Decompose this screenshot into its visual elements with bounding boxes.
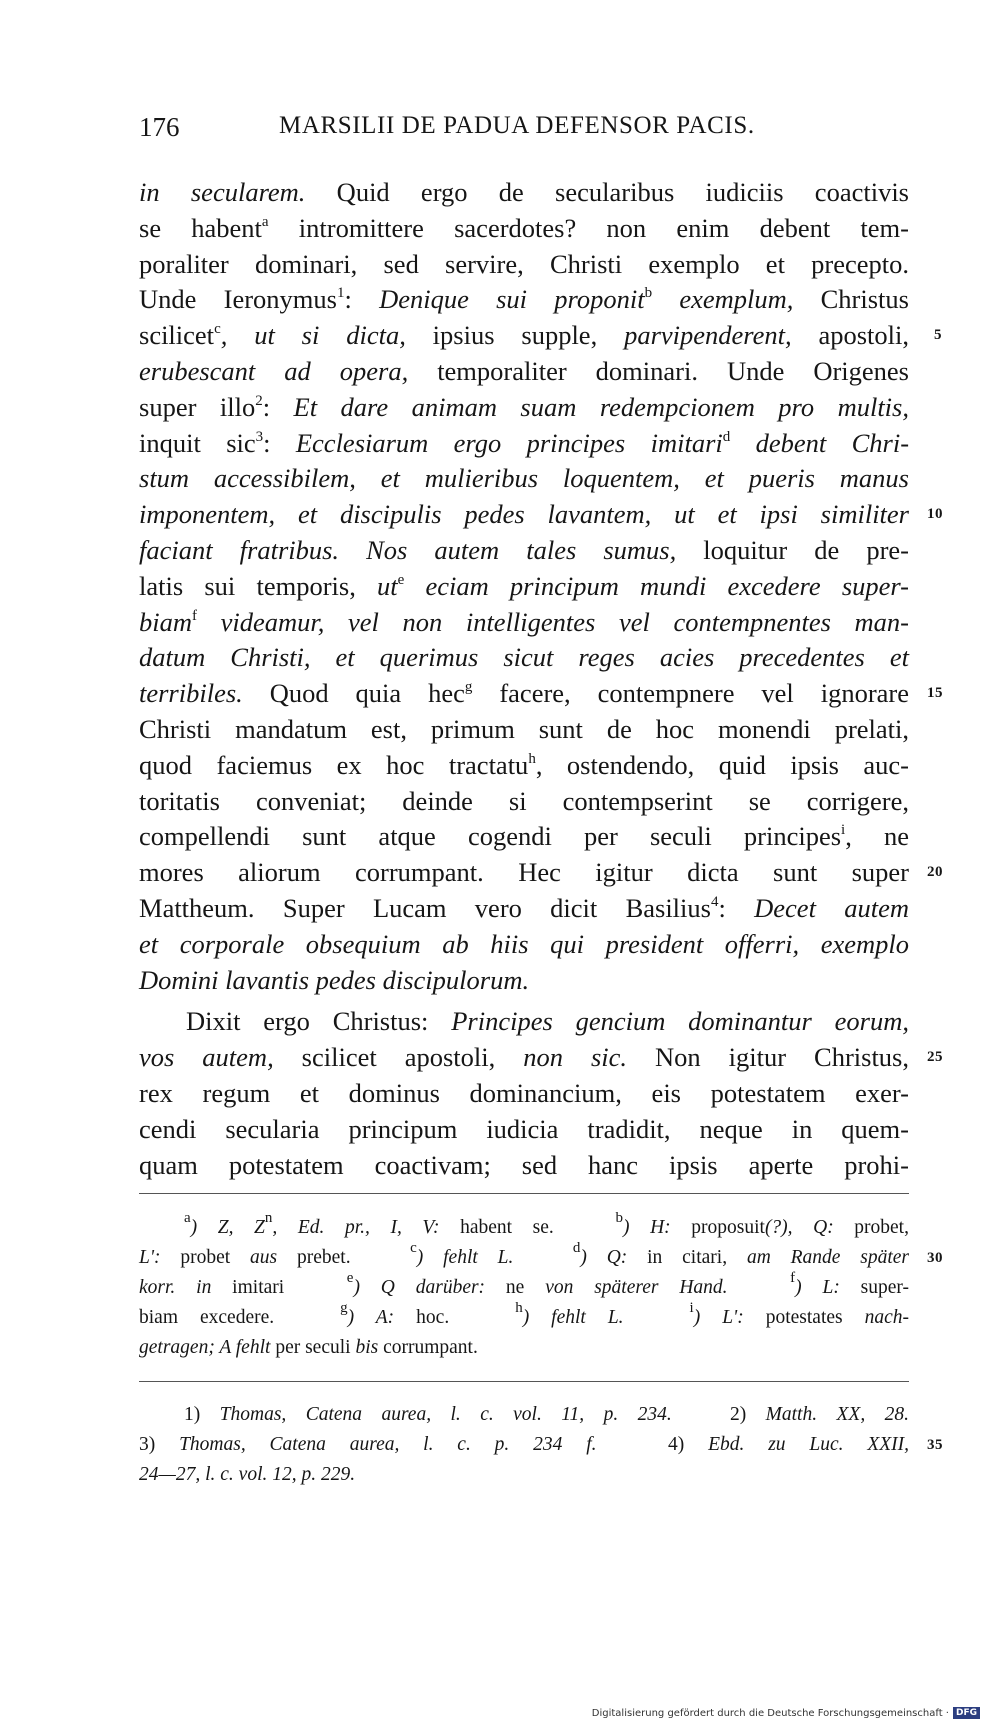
text-line: et corporale obsequium ab hiis qui president offerri, exemplo: [139, 928, 909, 959]
footnote-marker: 1: [336, 285, 345, 302]
line-number: 20: [927, 864, 943, 881]
text-line: biam$^f$ videamur, vel non intelligentes vel contempnentes man-: [139, 606, 909, 637]
text-line: datum Christi, et querimus sicut reges acies precedentes et: [139, 642, 909, 673]
page-number: 176: [139, 112, 180, 142]
text-line: quod faciemus ex hoc tractatu$^h$, ostendendo, quid ipsis auc-: [139, 749, 910, 780]
text-line: imponentem, et discipulis pedes lavantem, ut et ipsi similiter 10: [139, 497, 909, 533]
text-line: rex regum et dominus dominancium, eis potestatem exer-: [139, 1077, 909, 1108]
text-line: Unde Ieronymus$^1$: Denique sui proponit$^b$ exemplum, Christus: [139, 284, 909, 315]
apparatus-marker: g: [464, 679, 473, 696]
text-line: Domini lavantis pedes discipulorum.: [139, 964, 530, 995]
line-number: 25: [927, 1049, 943, 1066]
line-number: 35: [927, 1437, 943, 1453]
text-line: cendi secularia principum iudicia tradidit, neque in quem-: [139, 1113, 909, 1144]
apparatus-marker: i: [841, 822, 846, 839]
footnote-divider: [139, 1381, 909, 1382]
apparatus-line: L': probet aus prebet. $^c$) fehlt L. $^d$) Q: in citari, am Rande später 30: [139, 1243, 909, 1273]
digitization-credit: [592, 1707, 980, 1719]
line-number: 10: [927, 506, 943, 523]
line-number: 15: [927, 685, 943, 702]
text-line: inquit sic$^3$: Ecclesiarum ergo principes imitari$^d$ debent Chri-: [139, 427, 910, 458]
apparatus-line: korr. in imitari $^e$) Q darüber: ne von späterer Hand. $^f$) L: super-: [139, 1270, 910, 1298]
credit-text: Digitalisierung gefördert durch die Deutsche Forschungsgemeinschaft ·: [591, 1707, 949, 1719]
page-header: [139, 112, 909, 148]
apparatus-line: getragen; A fehlt per seculi bis corrumpant.: [139, 1337, 478, 1358]
running-title: MARSILII DE PADUA DEFENSOR PACIS.: [279, 112, 755, 139]
text-line: compellendi sunt atque cogendi per seculi principes$^i$, ne: [139, 821, 909, 852]
text-line: terribiles. Quod quia hec$^g$ facere, contempnere vel ignorare 15: [139, 676, 909, 712]
text-line: quam potestatem coactivam; sed hanc ipsis aperte prohi-: [139, 1149, 909, 1180]
text-line: erubescant ad opera, temporaliter dominari. Unde Origenes: [139, 355, 909, 386]
footnote-line: 3) Thomas, Catena aurea, l. c. p. 234 f. 4) Ebd. zu Luc. XXII, 35: [139, 1430, 909, 1460]
footnote-line: 1) Thomas, Catena aurea, l. c. vol. 11, p. 234. 2) Matth. XX, 28.: [184, 1404, 909, 1425]
footnote-marker: 4: [710, 893, 719, 910]
text-line: Dixit ergo Christus: Principes gencium dominantur eorum,: [186, 1006, 909, 1037]
source-footnotes: [139, 1400, 943, 1490]
footnote-marker: 2: [255, 392, 263, 409]
apparatus-marker: a: [261, 213, 269, 230]
apparatus-divider: [139, 1193, 909, 1194]
line-number: 30: [927, 1250, 943, 1266]
apparatus-marker: c: [214, 321, 221, 338]
text-line: mores aliorum corrumpant. Hec igitur dicta sunt super 20: [139, 855, 909, 891]
line-number: 5: [934, 327, 942, 344]
apparatus-marker: b: [644, 285, 653, 302]
apparatus-line: $^a$) Z, $Z^n$, Ed. pr., I, V: habent se. $^b$) H: proposuit(?), Q: probet,: [184, 1210, 909, 1238]
dfg-logo: DFG: [953, 1707, 980, 1719]
apparatus-marker: h: [528, 750, 536, 767]
text-line: se habent$^a$ intromittere sacerdotes? non enim debent tem-: [139, 212, 909, 243]
text-line: in secularem. Quid ergo de secularibus iudiciis coactivis: [139, 177, 909, 207]
footnote-marker: 3: [255, 428, 264, 445]
text-line: latis sui temporis, $ut^e$ eciam principum mundi excedere super-: [139, 570, 909, 601]
text-line: Christi mandatum est, primum sunt de hoc monendi prelati,: [139, 713, 909, 744]
text-line: poraliter dominari, sed servire, Christi exemplo et precepto.: [139, 248, 909, 279]
text-line: scilicet$^c$, ut si dicta, ipsius supple, parvipenderent, apostoli, 5: [139, 318, 909, 354]
footnote-line: 24—27, l. c. vol. 12, p. 229.: [139, 1464, 356, 1485]
text-line: super illo$^2$: Et dare animam suam redempcionem pro multis,: [139, 391, 909, 422]
text-line: stum accessibilem, et mulieribus loquentem, et pueris manus: [139, 463, 909, 494]
text-line: vos autem, scilicet apostoli, non sic. Non igitur Christus, 25: [139, 1040, 909, 1076]
apparatus-marker: f: [192, 607, 197, 624]
text-line: faciant fratribus. Nos autem tales sumus, loquitur de pre-: [139, 534, 909, 565]
apparatus-marker: d: [722, 428, 731, 445]
text-line: Mattheum. Super Lucam vero dicit Basilius$^4$: Decet autem: [139, 892, 909, 923]
text-line: toritatis conveniat; deinde si contempserint se corrigere,: [139, 785, 909, 816]
main-text: [139, 175, 943, 1183]
apparatus-marker: e: [397, 571, 405, 588]
apparatus-line: biam excedere. $^g$) A: hoc. $^h$) fehlt L. $^i$) L': potestates nach-: [139, 1300, 910, 1328]
critical-apparatus: [139, 1210, 943, 1363]
